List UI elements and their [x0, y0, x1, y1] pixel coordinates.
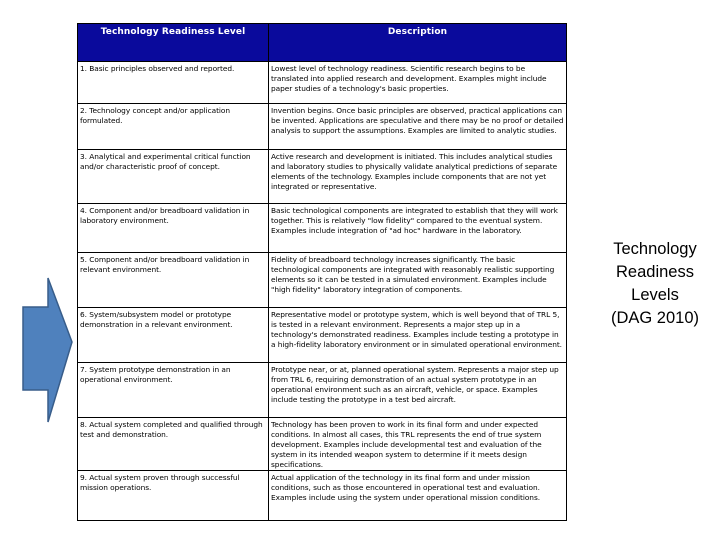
- table-row: [78, 204, 567, 253]
- row-level: 2. Technology concept and/or application formulated.: [78, 104, 269, 150]
- side-title-line: (DAG 2010): [610, 309, 700, 327]
- table-row: [78, 363, 567, 418]
- table-row: [78, 104, 567, 150]
- row-description: Fidelity of breadboard technology increases significantly. The basic technological components are integrated with reasonably realistic supporting elements so it can be tested in a simulated environment. Examples include "high fidelity" laboratory integration of components.: [269, 253, 567, 308]
- row-level: 4. Component and/or breadboard validation in laboratory environment.: [78, 204, 269, 253]
- row-level: 1. Basic principles observed and reported.: [78, 62, 269, 104]
- side-title-line: Readiness: [616, 263, 694, 281]
- trl-table: [77, 23, 567, 521]
- row-level: 9. Actual system proven through successful mission operations.: [78, 471, 269, 521]
- row-level: 7. System prototype demonstration in an operational environment.: [78, 363, 269, 418]
- header-level: Technology Readiness Level: [78, 24, 269, 62]
- row-description: Technology has been proven to work in its final form and under expected conditions. In almost all cases, this TRL represents the end of true system development. Examples include developmental test and evaluation of the system in its intended weapon system to determine if it meets design specifications.: [269, 418, 567, 471]
- table-row: [78, 471, 567, 521]
- row-level: 5. Component and/or breadboard validation in relevant environment.: [78, 253, 269, 308]
- row-description: Actual application of the technology in its final form and under mission conditions, such as those encountered in operational test and evaluation. Examples include using the system under operational mission conditions.: [269, 471, 567, 521]
- table-row: [78, 62, 567, 104]
- side-title: [594, 238, 716, 330]
- row-description: Invention begins. Once basic principles are observed, practical applications can be invented. Applications are speculative and there may be no proof or detailed analysis to support the assumptions. Examples are limited to analytic studies.: [269, 104, 567, 150]
- right-arrow-icon: [20, 276, 78, 428]
- table-header-row: [78, 24, 567, 62]
- side-title-line: Levels: [631, 286, 679, 304]
- table-row: [78, 308, 567, 363]
- row-level: 8. Actual system completed and qualified through test and demonstration.: [78, 418, 269, 471]
- row-description: Representative model or prototype system, which is well beyond that of TRL 5, is tested in a relevant environment. Represents a major step up in a technology's demonstrated readiness. Examples include testing a prototype in a high-fidelity laboratory environment or in simulated operational environment.: [269, 308, 567, 363]
- row-description: Lowest level of technology readiness. Scientific research begins to be translated into applied research and development. Examples might include paper studies of a technology's basic properties.: [269, 62, 567, 104]
- row-description: Active research and development is initiated. This includes analytical studies and laboratory studies to physically validate analytical predictions of separate elements of the technology. Examples include components that are not yet integrated or representative.: [269, 150, 567, 204]
- row-level: 3. Analytical and experimental critical function and/or characteristic proof of concept.: [78, 150, 269, 204]
- row-level: 6. System/subsystem model or prototype demonstration in a relevant environment.: [78, 308, 269, 363]
- side-title-line: Technology: [613, 240, 697, 258]
- header-description: Description: [269, 24, 567, 62]
- table-row: [78, 150, 567, 204]
- table-row: [78, 418, 567, 471]
- table-row: [78, 253, 567, 308]
- row-description: Basic technological components are integrated to establish that they will work together. This is relatively "low fidelity" compared to the eventual system. Examples include integration of "ad hoc" hardware in the laboratory.: [269, 204, 567, 253]
- row-description: Prototype near, or at, planned operational system. Represents a major step up from TRL 6, requiring demonstration of an actual system prototype in an operational environment such as an aircraft, vehicle, or space. Examples include testing the prototype in a test bed aircraft.: [269, 363, 567, 418]
